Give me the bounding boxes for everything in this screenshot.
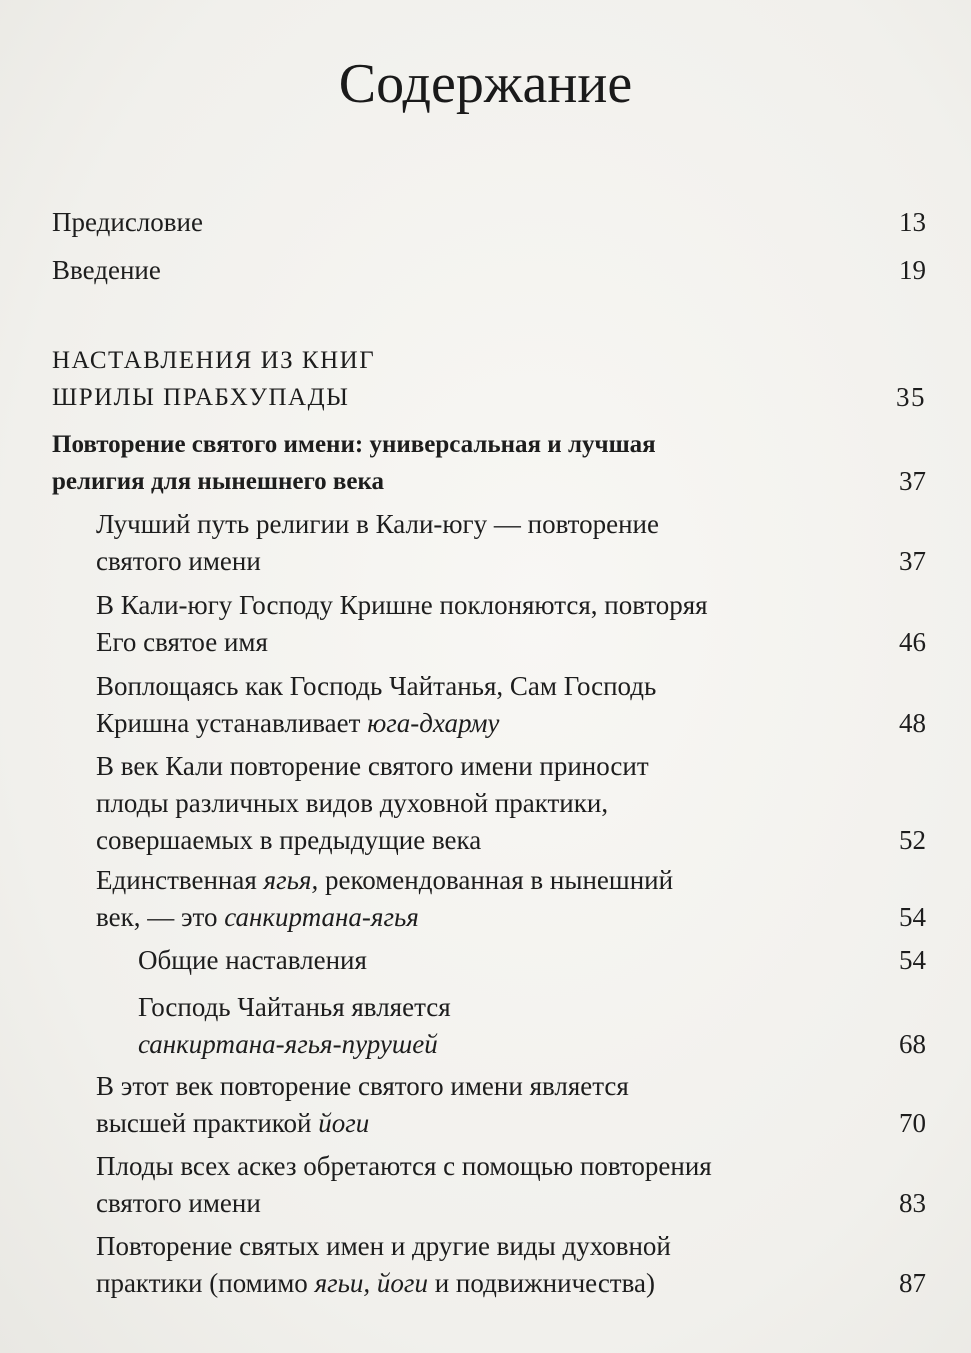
toc-page-number: 19 — [899, 255, 926, 285]
toc-entry-line: НАСТАВЛЕНИЯ ИЗ КНИГ — [52, 347, 376, 374]
toc-entry-line: Лучший путь религии в Кали-югу — повторение — [96, 509, 659, 539]
toc-entry-title: Общие наставления — [138, 945, 367, 975]
toc-page-number: 68 — [899, 1029, 926, 1059]
toc-page-number: 52 — [899, 825, 926, 855]
toc-entry-introduction — [52, 252, 926, 289]
toc-entry-italic: санкиртана-ягья-пурушей — [138, 1029, 438, 1059]
toc-entry-line: Господь Чайтанья является — [138, 992, 451, 1022]
toc-entry-text: и подвижничества) — [427, 1268, 655, 1298]
toc-page-number: 37 — [899, 466, 926, 496]
toc-entry — [96, 506, 926, 580]
toc-entry-line: святого имени — [96, 546, 261, 576]
toc-entry — [96, 668, 926, 742]
toc-entry-text: Кришна устанавливает — [96, 708, 368, 738]
toc-page-number: 35 — [896, 382, 926, 412]
toc-page-number: 83 — [899, 1188, 926, 1218]
toc-entry-line: В Кали-югу Господу Кришне поклоняются, повторяя — [96, 590, 708, 620]
toc-page-number: 46 — [899, 627, 926, 657]
toc-part-heading — [52, 342, 926, 416]
toc-entry-text: высшей практикой — [96, 1108, 319, 1138]
toc-entry-line: религия для нынешнего века — [52, 468, 385, 495]
toc-entry-italic: санкиртана-ягья — [224, 902, 419, 932]
toc-subentry — [138, 942, 926, 979]
toc-entry-text: Единственная — [96, 865, 264, 895]
toc-entry-italic: юга-дхарму — [367, 708, 500, 738]
toc-entry-line: святого имени — [96, 1188, 261, 1218]
toc-page-number: 54 — [899, 902, 926, 932]
toc-entry — [96, 862, 926, 936]
toc-entry-line — [96, 899, 926, 936]
toc-entry-preface — [52, 204, 926, 241]
toc-page-number: 87 — [899, 1268, 926, 1298]
toc-subentry — [138, 989, 926, 1063]
toc-entry-title: Введение — [52, 255, 161, 285]
toc-entry-text: рекомендованная в нынешний — [318, 865, 674, 895]
toc-entry-line: плоды различных видов духовной практики, — [96, 788, 609, 818]
toc-entry-line — [96, 705, 926, 742]
toc-entry-line: ШРИЛЫ ПРАБХУПАДЫ — [52, 384, 350, 411]
toc-page-number: 70 — [899, 1108, 926, 1138]
toc-entry-line: В этот век повторение святого имени является — [96, 1071, 629, 1101]
toc-entry-italic: ягья, — [263, 865, 319, 895]
toc-entry — [96, 1148, 926, 1222]
page-title: Содержание — [338, 53, 633, 115]
toc-page-number: 54 — [899, 945, 926, 975]
toc-entry-line: Плоды всех аскез обретаются с помощью повторения — [96, 1151, 712, 1181]
toc-page-number: 37 — [899, 546, 926, 576]
toc-entry-line: Его святое имя — [96, 627, 268, 657]
toc-entry — [96, 748, 926, 859]
toc-entry-line: совершаемых в предыдущие века — [96, 825, 482, 855]
toc-entry-line: Воплощаясь как Господь Чайтанья, Сам Господь — [96, 671, 657, 701]
toc-entry-line: В век Кали повторение святого имени приносит — [96, 751, 649, 781]
toc-entry-italic: йоги — [318, 1108, 370, 1138]
toc-entry — [96, 1228, 926, 1302]
toc-entry-line — [96, 1105, 926, 1142]
toc-entry-line — [138, 1026, 926, 1063]
toc-page-number: 48 — [899, 708, 926, 738]
toc-entry-italic: ягьи, йоги — [314, 1268, 428, 1298]
toc-entry-line — [96, 862, 926, 899]
toc-entry-title: Предисловие — [52, 207, 203, 237]
toc-chapter-heading — [52, 426, 926, 500]
toc-entry-text: век, — это — [96, 902, 225, 932]
toc-page-number: 13 — [899, 207, 926, 237]
toc-entry-line: Повторение святых имен и другие виды духовной — [96, 1231, 671, 1261]
toc-entry-line — [96, 1265, 926, 1302]
toc-entry-text: практики (помимо — [96, 1268, 315, 1298]
toc-entry — [96, 587, 926, 661]
toc-entry-line: Повторение святого имени: универсальная и лучшая — [52, 431, 656, 458]
toc-entry — [96, 1068, 926, 1142]
